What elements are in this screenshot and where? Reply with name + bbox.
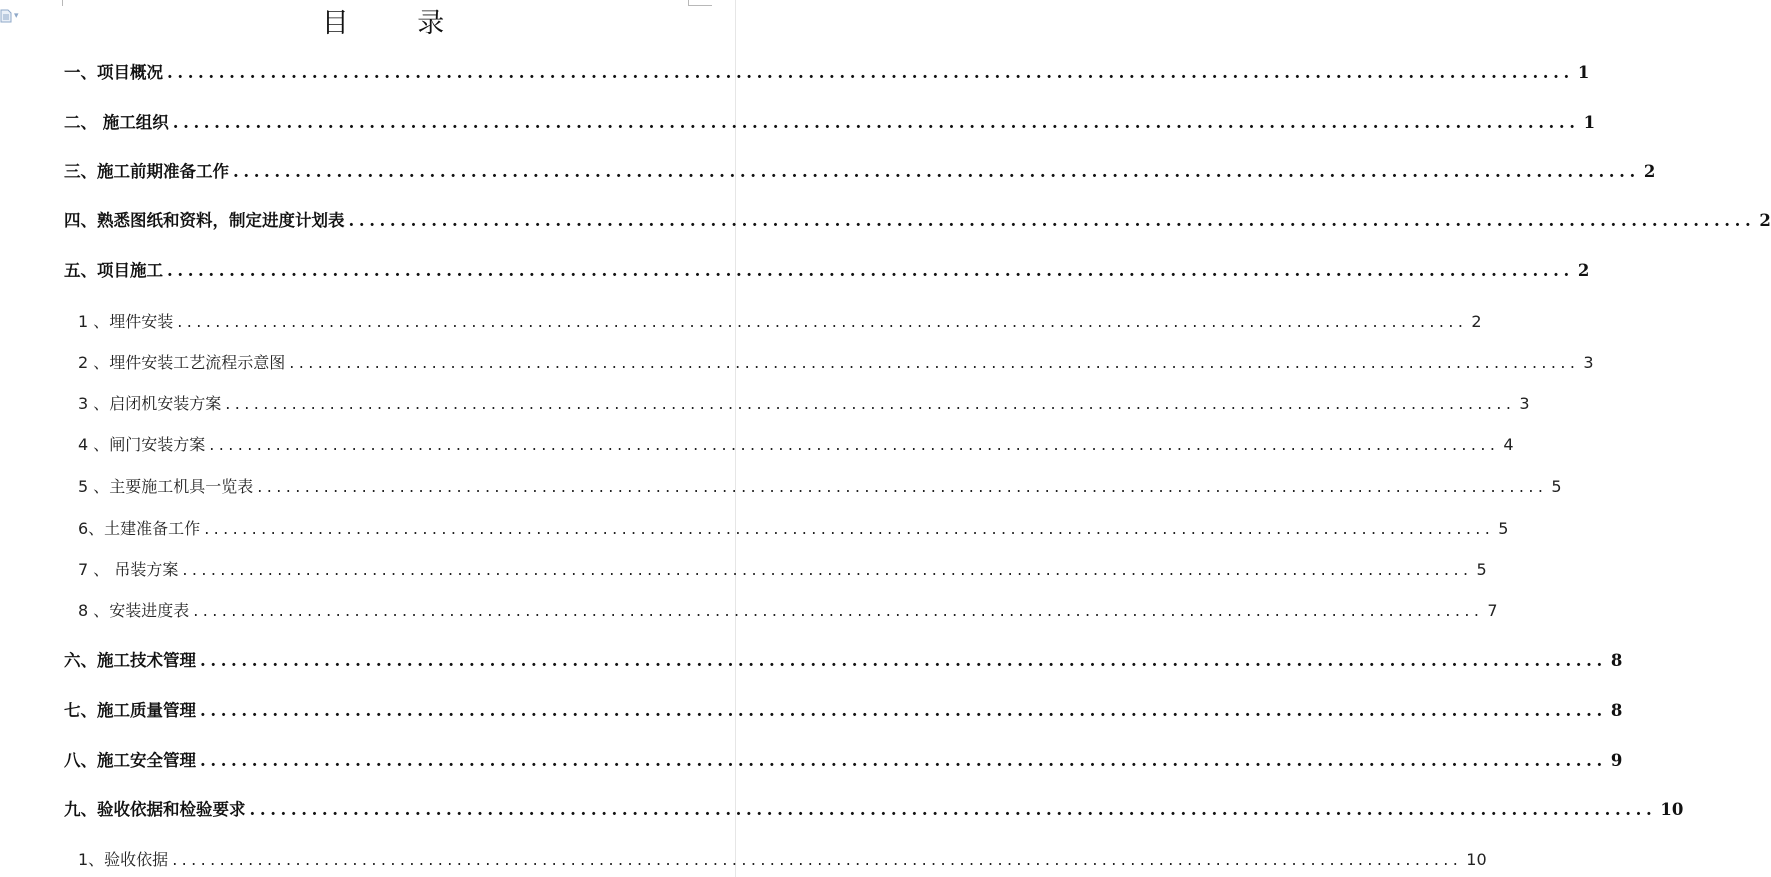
toc-page-number: 2 xyxy=(1643,162,1656,181)
toc-leader-dots: ........................................................................................................................................ xyxy=(200,701,1607,720)
toc-entry[interactable] xyxy=(64,798,1684,822)
toc-leader-dots: ........................................................................................................................................ xyxy=(204,519,1495,538)
toc-entry-title: 6、土建准备工作 xyxy=(78,519,201,538)
toc-entry-title: 5 、主要施工机具一览表 xyxy=(78,477,254,496)
toc-page-number: 8 xyxy=(1610,701,1623,720)
toc-leader-dots: ........................................................................................................................................ xyxy=(225,394,1516,413)
toc-page-number: 3 xyxy=(1519,394,1530,413)
toc-page-number: 5 xyxy=(1476,560,1487,579)
toc-leader-dots: ........................................................................................................................................ xyxy=(348,211,1756,230)
toc-entry-title: 六、施工技术管理 xyxy=(64,651,196,670)
toc-page-number: 4 xyxy=(1503,435,1514,454)
toc-page-number: 2 xyxy=(1471,312,1482,331)
toc-page-number: 3 xyxy=(1583,353,1594,372)
toc-entry[interactable] xyxy=(78,475,1562,499)
toc-page-number: 9 xyxy=(1610,751,1623,770)
toc-entry[interactable] xyxy=(64,111,1596,135)
toc-entry-title: 七、施工质量管理 xyxy=(64,701,196,720)
toc-entry-title: 一、项目概况 xyxy=(64,63,163,82)
toc-entry-title: 八、施工安全管理 xyxy=(64,751,196,770)
toc-page-number: 7 xyxy=(1487,601,1498,620)
toc-page-number: 2 xyxy=(1577,261,1590,280)
toc-entry[interactable] xyxy=(78,599,1498,623)
toc-entry[interactable] xyxy=(78,558,1487,582)
toc-page-number: 1 xyxy=(1583,113,1596,132)
page-title: 目 录 xyxy=(321,8,475,39)
toc-entry-title: 四、熟悉图纸和资料，制定进度计划表 xyxy=(64,211,345,230)
toc-entry-title: 五、项目施工 xyxy=(64,261,163,280)
toc-entry[interactable] xyxy=(78,351,1594,375)
toc-entry-title: 2 、埋件安装工艺流程示意图 xyxy=(78,353,286,372)
toc-page-number: 10 xyxy=(1660,800,1684,819)
toc-leader-dots: ........................................................................................................................................ xyxy=(193,601,1484,620)
toc-entry[interactable] xyxy=(78,392,1530,416)
toc-leader-dots: ........................................................................................................................................ xyxy=(182,560,1473,579)
chevron-down-icon: ▾ xyxy=(14,11,19,21)
toc-leader-dots: ........................................................................................................................................ xyxy=(172,850,1463,869)
toc-page-number: 5 xyxy=(1498,519,1509,538)
toc-entry[interactable] xyxy=(64,160,1656,184)
toc-entry[interactable] xyxy=(64,699,1623,723)
toc-leader-dots: ........................................................................................................................................ xyxy=(289,353,1580,372)
toc-entry[interactable] xyxy=(64,61,1590,85)
toc-page-number: 8 xyxy=(1610,651,1623,670)
toc-page-number: 1 xyxy=(1577,63,1590,82)
toc-entry[interactable] xyxy=(78,433,1514,457)
toc-leader-dots: ........................................................................................................................................ xyxy=(167,261,1574,280)
toc-leader-dots: ........................................................................................................................................ xyxy=(209,435,1500,454)
toc-entry-title: 二、 施工组织 xyxy=(64,113,169,132)
toc-entry-title: 4 、闸门安装方案 xyxy=(78,435,206,454)
toc-leader-dots: ........................................................................................................................................ xyxy=(249,800,1657,819)
toc-leader-dots: ........................................................................................................................................ xyxy=(172,113,1580,132)
toc-entry[interactable] xyxy=(64,209,1771,233)
toc-leader-dots: ........................................................................................................................................ xyxy=(167,63,1574,82)
toc-entry[interactable] xyxy=(78,517,1509,541)
toc-leader-dots: ........................................................................................................................................ xyxy=(233,162,1640,181)
toc-leader-dots: ........................................................................................................................................ xyxy=(200,651,1607,670)
toc-entry[interactable] xyxy=(78,848,1487,872)
toc-page-number: 5 xyxy=(1551,477,1562,496)
toc-entry-title: 九、验收依据和检验要求 xyxy=(64,800,246,819)
toc-entry-title: 3 、启闭机安装方案 xyxy=(78,394,222,413)
toc-entry[interactable] xyxy=(78,310,1482,334)
toc-leader-dots: ........................................................................................................................................ xyxy=(257,477,1548,496)
toc-entry-title: 三、施工前期准备工作 xyxy=(64,162,229,181)
toc-entry-title: 8 、安装进度表 xyxy=(78,601,190,620)
toc-page-number: 10 xyxy=(1466,850,1487,869)
toc-entry-title: 1 、埋件安装 xyxy=(78,312,174,331)
toc-entry[interactable] xyxy=(64,649,1623,673)
toc-entry-title: 7 、 吊装方案 xyxy=(78,560,179,579)
toc-entry[interactable] xyxy=(64,749,1623,773)
toc-leader-dots: ........................................................................................................................................ xyxy=(200,751,1607,770)
toc-entry[interactable] xyxy=(64,259,1590,283)
toc-leader-dots: ........................................................................................................................................ xyxy=(177,312,1468,331)
toc-entry-title: 1、验收依据 xyxy=(78,850,169,869)
toc-page-number: 2 xyxy=(1759,211,1771,230)
